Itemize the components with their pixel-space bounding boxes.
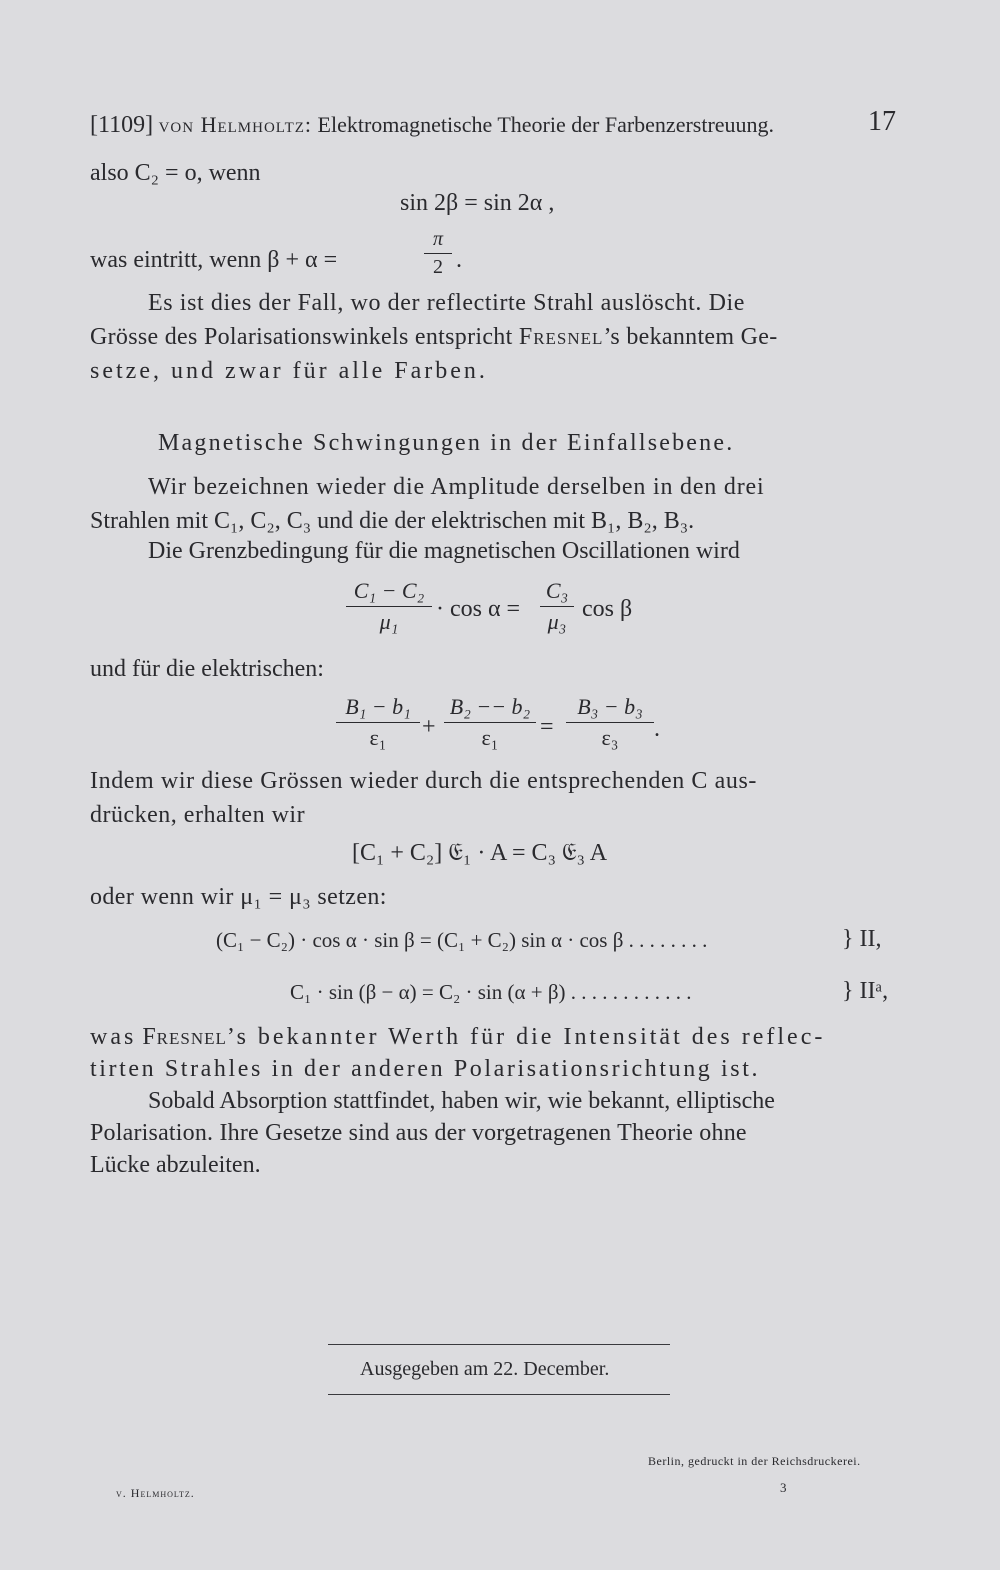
text-line: und für die elektrischen:: [90, 656, 324, 682]
fraction-denominator: μ₁: [379, 609, 399, 634]
printer-note: Berlin, gedruckt in der Reichsdruckerei.: [648, 1454, 861, 1468]
fraction-numerator: B₂ −− b₂: [449, 694, 531, 719]
fraction-bar: [424, 253, 452, 254]
equation-sin: sin 2β = sin 2α ,: [400, 190, 555, 216]
header-author: von Helmholtz:: [158, 112, 313, 137]
fraction-denominator: μ₃: [547, 609, 567, 634]
fraction-denominator: ε₁: [481, 725, 499, 750]
fraction-numerator: B₁ − b₁: [345, 694, 411, 719]
text-line: Die Grenzbedingung für die magnetischen Oscillationen wird: [148, 538, 740, 564]
text-span: setze, und zwar für alle Farben.: [90, 358, 488, 384]
section-heading: Magnetische Schwingungen in der Einfallsebene.: [158, 430, 735, 456]
text-line: [90, 324, 778, 351]
issued-note: Ausgegeben am 22. December.: [360, 1358, 610, 1380]
fraction-bar: [346, 606, 432, 607]
text-line: tirten Strahles in der anderen Polarisationsrichtung ist.: [90, 1056, 761, 1082]
fraction-c1-c2-over-mu1: [346, 578, 432, 635]
fraction-denominator: ε₁: [369, 725, 387, 750]
divider: [328, 1344, 670, 1345]
fraction-bar: [336, 722, 420, 723]
page-ref: [1109]: [90, 112, 154, 138]
sheet-number: 3: [780, 1480, 787, 1495]
text-line: Es ist dies der Fall, wo der reflectirte Strahl auslöscht. Die: [148, 290, 746, 316]
fraction-pi-over-2: [424, 228, 452, 279]
divider: [328, 1394, 670, 1395]
equals-sign: =: [540, 714, 554, 740]
text-line: drücken, erhalten wir: [90, 802, 306, 828]
period: .: [654, 716, 660, 742]
text-span: ’s bekannter Werth für die Intensität des reflec-: [226, 1024, 826, 1050]
fraction-numerator: C₁ − C₂: [353, 578, 425, 603]
text-line: was eintritt, wenn β + α =: [90, 247, 338, 273]
equation-mid: · cos α =: [436, 596, 521, 622]
equation-II: (C₁ − C₂) · cos α · sin β = (C₁ + C₂) sin α · cos β . . . . . . . .: [216, 928, 708, 952]
fraction-denominator: ε₃: [601, 725, 619, 750]
text-line: also C₂ = o, wenn: [90, 160, 261, 186]
fraction-c3-over-mu3: [540, 578, 574, 635]
text-line: [90, 1024, 825, 1051]
text-line: Indem wir diese Grössen wieder durch die entsprechenden C aus-: [90, 768, 757, 794]
period: .: [456, 247, 462, 273]
running-header: [90, 112, 774, 139]
equation-IIa: C₁ · sin (β − α) = C₂ · sin (α + β) . . . . . . . . . . . .: [290, 980, 692, 1004]
name-fresnel: Fresnel: [142, 1024, 227, 1050]
text-span: ’s bekanntem Ge-: [603, 324, 778, 350]
plus-sign: +: [422, 714, 436, 740]
fraction-numerator: π: [432, 228, 444, 250]
equation-c: [C₁ + C₂] 𝔈₁ · A = C₃ 𝔈₃ A: [352, 840, 608, 866]
fraction-numerator: B₃ − b₃: [577, 694, 643, 719]
name-fresnel: Fresnel: [518, 324, 604, 350]
text-line: Strahlen mit C₁, C₂, C₃ und die der elektrischen mit B₁, B₂, B₃.: [90, 508, 695, 534]
fraction-bar: [566, 722, 654, 723]
header-title: Elektromagnetische Theorie der Farbenzerstreuung.: [317, 112, 775, 137]
text-line: Polarisation. Ihre Gesetze sind aus der vorgetragenen Theorie ohne: [90, 1120, 747, 1146]
fraction-numerator: C₃: [545, 578, 569, 603]
author-signature: v. Helmholtz.: [116, 1486, 195, 1500]
equation-label-IIa: } IIᵃ,: [842, 978, 889, 1004]
fraction-b1: [336, 694, 420, 751]
fraction-bar: [444, 722, 536, 723]
text-line: [90, 358, 488, 385]
text-line: Sobald Absorption stattfindet, haben wir, wie bekannt, elliptische: [148, 1088, 775, 1114]
text-line: oder wenn wir μ₁ = μ₃ setzen:: [90, 884, 387, 910]
equation-label-II: } II,: [842, 926, 882, 952]
fraction-b2: [444, 694, 536, 751]
text-span: Grösse des Polarisationswinkels entspricht: [90, 324, 513, 350]
fraction-b3: [566, 694, 654, 751]
text-span: was: [90, 1024, 137, 1050]
text-line: Wir bezeichnen wieder die Amplitude derselben in den drei: [148, 474, 765, 500]
equation-tail: cos β: [582, 596, 633, 622]
fraction-denominator: 2: [433, 256, 443, 278]
fraction-bar: [540, 606, 574, 607]
text-line: Lücke abzuleiten.: [90, 1152, 261, 1178]
page-number: 17: [868, 106, 896, 137]
